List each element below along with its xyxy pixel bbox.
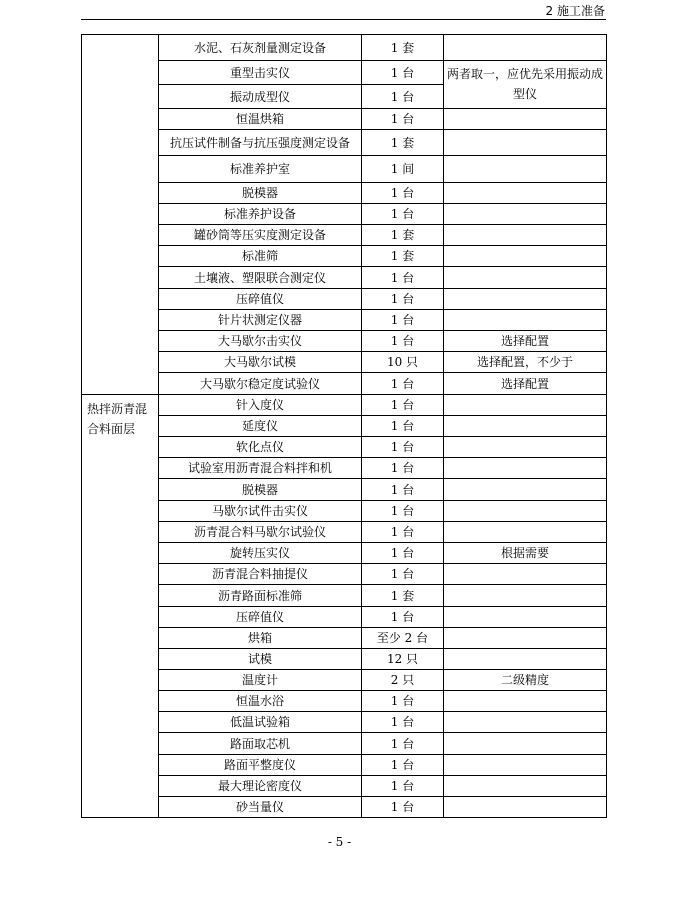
table-row: [82, 373, 607, 395]
equipment-note: [444, 204, 607, 225]
table-row: [82, 776, 607, 797]
equipment-name: 大马歇尔试模: [159, 352, 362, 373]
page-number: - 5 -: [327, 835, 352, 849]
equipment-note: [444, 733, 607, 755]
equipment-name: 压碎值仪: [159, 607, 362, 628]
equipment-name: 试验室用沥青混合料拌和机: [159, 458, 362, 479]
equipment-note: 选择配置: [444, 331, 607, 352]
equipment-note: [444, 776, 607, 797]
table-row: [82, 755, 607, 776]
equipment-name: 砂当量仪: [159, 797, 362, 818]
header-title: 2 施工准备: [545, 4, 605, 18]
equipment-note: [444, 712, 607, 733]
table-row: [82, 437, 607, 458]
equipment-name: 脱模器: [159, 479, 362, 501]
equipment-note: [444, 755, 607, 776]
layer-cell: [82, 35, 159, 395]
equipment-name: 针入度仪: [159, 395, 362, 416]
equipment-qty: 1 台: [362, 712, 444, 733]
equipment-name: 沥青混合料马歇尔试验仪: [159, 522, 362, 543]
equipment-qty: 1 台: [362, 501, 444, 522]
equipment-note: [444, 649, 607, 670]
equipment-qty: 1 台: [362, 564, 444, 585]
table-row: [82, 109, 607, 130]
equipment-table: [81, 34, 607, 818]
equipment-qty: 1 台: [362, 109, 444, 130]
equipment-note: 两者取一，应优先采用振动成型仪: [444, 61, 607, 109]
equipment-name: 脱模器: [159, 183, 362, 204]
equipment-qty: 1 套: [362, 35, 444, 61]
equipment-qty: 1 台: [362, 267, 444, 289]
equipment-note: [444, 246, 607, 267]
equipment-qty: 1 套: [362, 585, 444, 607]
equipment-name: 路面平整度仪: [159, 755, 362, 776]
equipment-name: 标准筛: [159, 246, 362, 267]
equipment-qty: 1 台: [362, 416, 444, 437]
equipment-name: 路面取芯机: [159, 733, 362, 755]
table-row: [82, 712, 607, 733]
equipment-qty: 10 只: [362, 352, 444, 373]
equipment-note: [444, 437, 607, 458]
equipment-note: [444, 156, 607, 183]
table-row: [82, 564, 607, 585]
table-row: [82, 479, 607, 501]
equipment-note: [444, 289, 607, 310]
equipment-note: [444, 522, 607, 543]
equipment-qty: 1 台: [362, 183, 444, 204]
equipment-name: 软化点仪: [159, 437, 362, 458]
equipment-note: 选择配置: [444, 373, 607, 395]
table-row: [82, 543, 607, 564]
table-row: [82, 310, 607, 331]
equipment-name: 水泥、石灰剂量测定设备: [159, 35, 362, 61]
equipment-name: 恒温水浴: [159, 691, 362, 712]
equipment-qty: 1 台: [362, 204, 444, 225]
table-row: [82, 458, 607, 479]
table-row: [82, 289, 607, 310]
equipment-qty: 1 台: [362, 543, 444, 564]
equipment-name: 沥青混合料抽提仪: [159, 564, 362, 585]
table-row: [82, 522, 607, 543]
equipment-note: [444, 225, 607, 246]
equipment-name: 沥青路面标准筛: [159, 585, 362, 607]
equipment-qty: 12 只: [362, 649, 444, 670]
layer-cell: 热拌沥青混合料面层: [82, 395, 159, 818]
table-row: [82, 628, 607, 649]
equipment-name: 马歇尔试件击实仪: [159, 501, 362, 522]
equipment-note: [444, 458, 607, 479]
equipment-note: [444, 691, 607, 712]
equipment-qty: 1 台: [362, 373, 444, 395]
equipment-name: 标准养护室: [159, 156, 362, 183]
table-row: [82, 61, 607, 85]
table-row: [82, 797, 607, 818]
equipment-qty: 1 台: [362, 479, 444, 501]
equipment-name: 最大理论密度仪: [159, 776, 362, 797]
table-row: [82, 691, 607, 712]
equipment-qty: 1 台: [362, 437, 444, 458]
equipment-name: 振动成型仪: [159, 85, 362, 109]
equipment-name: 延度仪: [159, 416, 362, 437]
equipment-note: 根据需要: [444, 543, 607, 564]
table-row: [82, 607, 607, 628]
equipment-qty: 1 台: [362, 733, 444, 755]
equipment-note: 选择配置，不少于: [444, 352, 607, 373]
equipment-qty: 1 套: [362, 246, 444, 267]
equipment-qty: 1 台: [362, 61, 444, 85]
equipment-name: 重型击实仪: [159, 61, 362, 85]
table-row: [82, 204, 607, 225]
equipment-qty: 1 台: [362, 776, 444, 797]
equipment-qty: 1 台: [362, 310, 444, 331]
page-header: [81, 0, 606, 20]
equipment-name: 恒温烘箱: [159, 109, 362, 130]
equipment-name: 压碎值仪: [159, 289, 362, 310]
table-row: [82, 35, 607, 61]
equipment-note: [444, 628, 607, 649]
equipment-qty: 1 台: [362, 522, 444, 543]
table-row: [82, 267, 607, 289]
equipment-note: [444, 797, 607, 818]
equipment-note: [444, 585, 607, 607]
equipment-qty: 1 台: [362, 395, 444, 416]
equipment-name: 大马歇尔稳定度试验仪: [159, 373, 362, 395]
table-row: [82, 395, 607, 416]
table-row: [82, 352, 607, 373]
equipment-note: [444, 109, 607, 130]
equipment-name: 低温试验箱: [159, 712, 362, 733]
table-row: [82, 585, 607, 607]
equipment-note: [444, 130, 607, 156]
table-row: [82, 670, 607, 691]
equipment-qty: 1 套: [362, 225, 444, 246]
equipment-qty: 1 台: [362, 458, 444, 479]
equipment-note: 二级精度: [444, 670, 607, 691]
equipment-name: 罐砂筒等压实度测定设备: [159, 225, 362, 246]
equipment-name: 土壤液、塑限联合测定仪: [159, 267, 362, 289]
table-row: [82, 225, 607, 246]
table-row: [82, 156, 607, 183]
table-row: [82, 416, 607, 437]
equipment-note: [444, 564, 607, 585]
table-row: [82, 246, 607, 267]
table-row: [82, 649, 607, 670]
equipment-note: [444, 607, 607, 628]
equipment-note: [444, 35, 607, 61]
equipment-note: [444, 501, 607, 522]
equipment-name: 针片状测定仪器: [159, 310, 362, 331]
equipment-note: [444, 395, 607, 416]
equipment-qty: 1 台: [362, 755, 444, 776]
table-row: [82, 331, 607, 352]
equipment-note: [444, 267, 607, 289]
equipment-name: 烘箱: [159, 628, 362, 649]
equipment-qty: 1 台: [362, 797, 444, 818]
equipment-name: 标准养护设备: [159, 204, 362, 225]
table-row: [82, 501, 607, 522]
equipment-name: 大马歇尔击实仪: [159, 331, 362, 352]
equipment-note: [444, 479, 607, 501]
table-row: [82, 183, 607, 204]
table-row: [82, 130, 607, 156]
equipment-name: 温度计: [159, 670, 362, 691]
equipment-qty: 2 只: [362, 670, 444, 691]
equipment-name: 旋转压实仪: [159, 543, 362, 564]
equipment-name: 试模: [159, 649, 362, 670]
equipment-qty: 1 套: [362, 130, 444, 156]
equipment-note: [444, 183, 607, 204]
equipment-qty: 1 台: [362, 85, 444, 109]
equipment-qty: 1 台: [362, 289, 444, 310]
equipment-qty: 1 台: [362, 331, 444, 352]
equipment-qty: 1 间: [362, 156, 444, 183]
table-row: [82, 733, 607, 755]
equipment-name: 抗压试件制备与抗压强度测定设备: [159, 130, 362, 156]
equipment-note: [444, 416, 607, 437]
equipment-qty: 1 台: [362, 607, 444, 628]
equipment-qty: 1 台: [362, 691, 444, 712]
equipment-qty: 至少 2 台: [362, 628, 444, 649]
equipment-note: [444, 310, 607, 331]
